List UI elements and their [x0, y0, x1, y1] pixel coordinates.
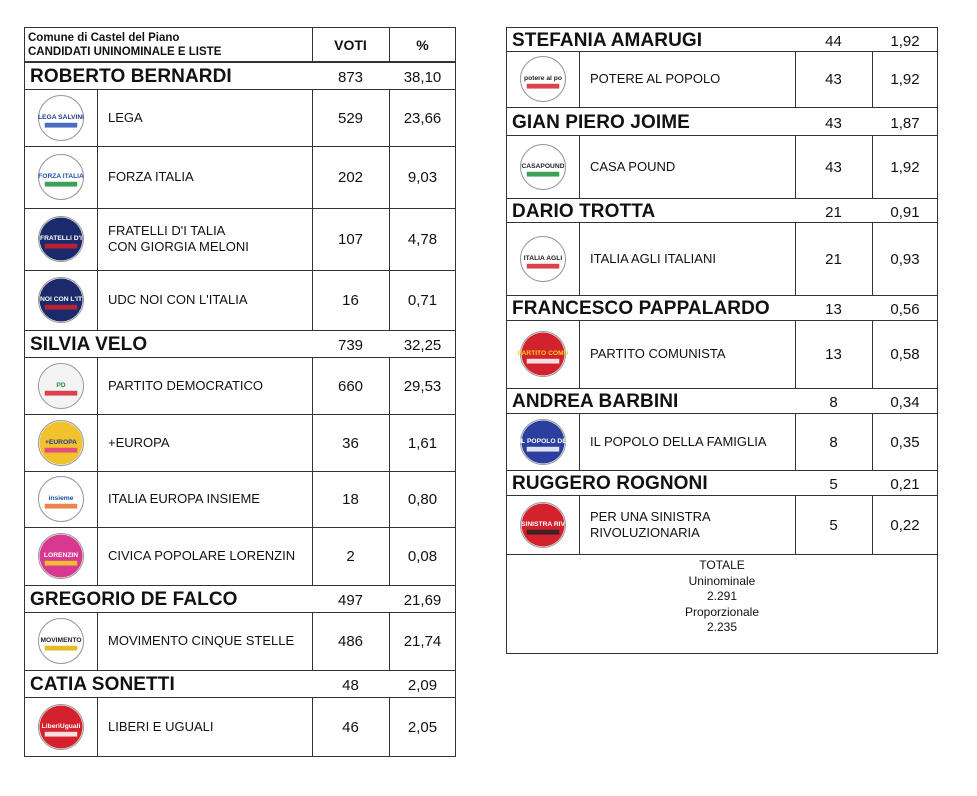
header-percent: %	[416, 37, 429, 53]
candidate-votes: 13	[825, 301, 842, 318]
candidate-name: DARIO TROTTA	[512, 200, 656, 222]
list-percent: 29,53	[403, 377, 442, 395]
potere-al-popolo-logo	[520, 56, 566, 102]
list-votes: 16	[342, 292, 359, 309]
header-votes: VOTI	[334, 37, 367, 53]
forza-italia-logo	[38, 154, 84, 200]
header-title-line1: Comune di Castel del Piano	[28, 32, 180, 44]
list-percent: 9,03	[407, 169, 438, 186]
list-votes: 107	[337, 231, 364, 248]
candidate-percent: 32,25	[403, 337, 442, 354]
candidate-votes: 21	[825, 203, 842, 221]
list-name: IL POPOLO DELLA FAMIGLIA	[590, 433, 767, 449]
totals-label: TOTALE	[699, 558, 745, 572]
candidate-votes: 48	[342, 677, 359, 694]
candidate-percent: 21,69	[403, 592, 442, 609]
list-percent: 0,93	[890, 250, 920, 268]
list-percent: 0,58	[890, 346, 920, 363]
candidate-name: ANDREA BARBINI	[512, 391, 679, 412]
list-percent: 0,08	[407, 548, 438, 565]
partito-comunista-logo	[517, 331, 569, 377]
popolo-famiglia-logo	[520, 419, 566, 465]
totals-proporzionale-value: 2.235	[706, 620, 738, 634]
candidate-name: SILVIA VELO	[30, 334, 148, 355]
list-votes: 21	[825, 250, 842, 268]
candidate-name: ROBERTO BERNARDI	[30, 66, 232, 87]
svg-text:PD: PD	[56, 381, 66, 389]
list-percent: 2,05	[407, 718, 438, 736]
candidate-name: RUGGERO ROGNONI	[512, 473, 708, 494]
svg-text:insieme: insieme	[48, 494, 74, 502]
list-percent: 0,35	[890, 433, 920, 451]
svg-text:LORENZIN: LORENZIN	[43, 551, 79, 559]
insieme-logo	[38, 476, 84, 522]
list-name-line: CON GIORGIA MELONI	[108, 239, 249, 254]
svg-text:CASAPOUND: CASAPOUND	[521, 162, 565, 170]
list-name: CIVICA POPOLARE LORENZIN	[108, 548, 296, 563]
list-name: PARTITO DEMOCRATICO	[108, 377, 264, 393]
totals-uninominale-label: Uninominale	[688, 573, 756, 588]
svg-text:MOVIMENTO: MOVIMENTO	[40, 636, 82, 644]
candidate-percent: 0,91	[890, 203, 920, 221]
list-name: CASA POUND	[590, 158, 676, 174]
totals-uninominale-value: 2.291	[706, 589, 738, 603]
candidate-votes: 5	[829, 476, 838, 493]
list-percent: 4,78	[407, 231, 438, 248]
candidate-name: STEFANIA AMARUGI	[512, 29, 703, 51]
svg-text:+EUROPA: +EUROPA	[44, 438, 78, 446]
list-votes: 8	[829, 433, 838, 451]
svg-text:LiberiUguali: LiberiUguali	[41, 722, 81, 730]
list-percent: 0,22	[890, 516, 920, 534]
candidate-votes: 497	[337, 592, 364, 609]
list-name: LIBERI E UGUALI	[108, 718, 214, 734]
pd-logo	[38, 363, 84, 409]
list-name: MOVIMENTO CINQUE STELLE	[108, 633, 295, 648]
candidate-percent: 1,92	[890, 32, 920, 50]
list-percent: 1,92	[890, 158, 920, 176]
list-votes: 43	[825, 71, 842, 88]
list-name-line: RIVOLUZIONARIA	[590, 524, 700, 540]
candidate-name: FRANCESCO PAPPALARDO	[512, 298, 770, 319]
fratelli-italia-logo	[38, 216, 84, 262]
italia-agli-italiani-logo	[520, 236, 566, 282]
civica-popolare-logo	[38, 533, 84, 579]
leu-logo	[38, 704, 84, 750]
list-percent: 0,80	[407, 491, 438, 508]
candidate-name: CATIA SONETTI	[30, 674, 175, 695]
list-percent: 21,74	[403, 633, 442, 650]
candidate-votes: 739	[337, 337, 364, 354]
candidate-votes: 8	[829, 394, 838, 411]
casapound-logo	[520, 144, 566, 190]
candidate-percent: 0,34	[890, 394, 920, 411]
sinistra-rivoluzionaria-logo	[520, 502, 566, 548]
list-name: POTERE AL POPOLO	[590, 71, 721, 86]
list-name: FORZA ITALIA	[108, 169, 194, 184]
list-votes: 46	[342, 718, 359, 736]
list-votes: 202	[337, 169, 364, 186]
candidate-percent: 1,87	[890, 114, 920, 132]
list-votes: 5	[829, 516, 838, 534]
candidate-percent: 2,09	[407, 677, 438, 694]
list-percent: 0,71	[407, 292, 438, 309]
svg-text:FRATELLI D'I: FRATELLI D'I	[40, 234, 82, 242]
list-votes: 529	[337, 109, 364, 127]
svg-text:potere al po: potere al po	[524, 74, 562, 82]
lega-logo	[38, 95, 84, 141]
candidate-percent: 0,56	[890, 301, 920, 318]
list-votes: 2	[346, 548, 355, 565]
svg-text:LEGA SALVINI: LEGA SALVINI	[37, 113, 85, 121]
list-name: ITALIA AGLI ITALIANI	[590, 250, 716, 266]
candidate-name: GREGORIO DE FALCO	[30, 589, 238, 610]
candidate-votes: 43	[825, 114, 842, 132]
list-votes: 660	[337, 377, 364, 395]
list-name-line: FRATELLI D'I TALIA	[108, 223, 226, 238]
svg-text:ITALIA AGLI: ITALIA AGLI	[523, 254, 563, 262]
piu-europa-logo	[38, 420, 84, 466]
list-votes: 18	[342, 491, 359, 508]
candidate-votes: 873	[337, 69, 364, 86]
list-votes: 36	[342, 434, 359, 452]
header-title-line2: CANDIDATI UNINOMINALE E LISTE	[28, 46, 222, 58]
list-votes: 43	[825, 158, 842, 176]
candidate-percent: 0,21	[890, 476, 920, 493]
list-votes: 13	[825, 346, 842, 363]
list-name: PARTITO COMUNISTA	[590, 346, 726, 361]
candidate-percent: 38,10	[403, 69, 442, 86]
svg-text:SINISTRA RIV: SINISTRA RIV	[521, 520, 565, 528]
svg-text:IL POPOLO DE: IL POPOLO DE	[519, 437, 567, 445]
svg-text:NOI CON L'IT: NOI CON L'IT	[39, 295, 83, 303]
svg-text:PARTITO COMU: PARTITO COMU	[517, 349, 569, 357]
totals-proporzionale-label: Proporzionale	[684, 604, 760, 619]
list-percent: 23,66	[403, 109, 442, 127]
svg-text:FORZA ITALIA: FORZA ITALIA	[38, 172, 84, 180]
candidate-votes: 44	[825, 32, 842, 50]
list-name: UDC NOI CON L'ITALIA	[108, 292, 248, 307]
list-name: ITALIA EUROPA INSIEME	[108, 491, 260, 506]
list-name: +EUROPA	[108, 434, 170, 450]
list-name-line: PER UNA SINISTRA	[590, 508, 711, 524]
candidate-name: GIAN PIERO JOIME	[512, 111, 690, 133]
list-percent: 1,92	[890, 71, 920, 88]
list-votes: 486	[337, 633, 364, 650]
m5s-logo	[38, 618, 84, 664]
list-name: LEGA	[108, 109, 143, 125]
list-percent: 1,61	[407, 434, 438, 452]
noi-con-italia-logo	[38, 277, 84, 323]
